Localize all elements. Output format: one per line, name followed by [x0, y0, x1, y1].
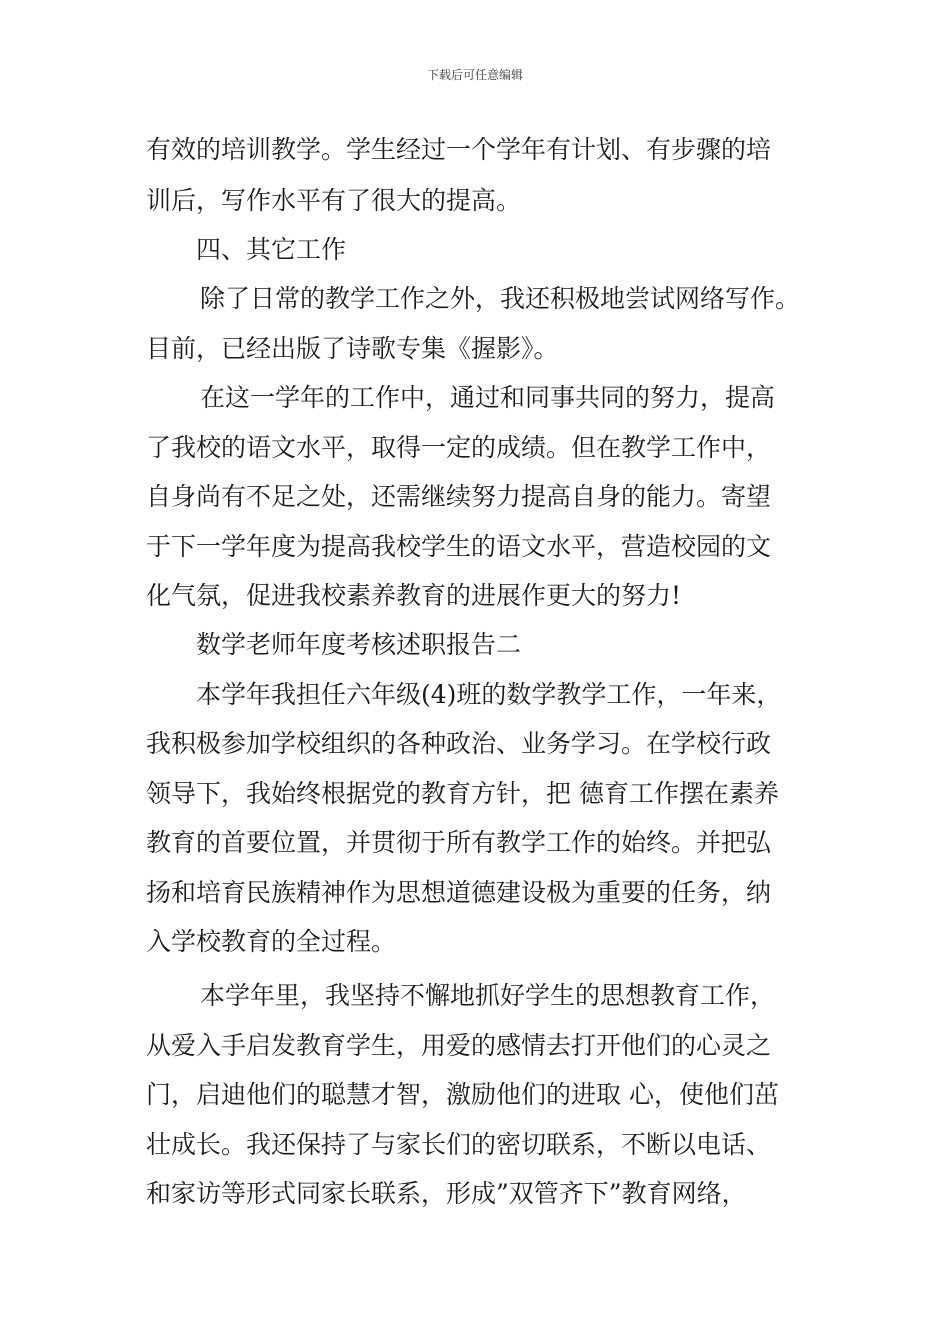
body-line: 自身尚有不足之处，还需继续努力提高自身的能力。寄望: [146, 482, 772, 511]
body-line: 在这一学年的工作中，通过和同事共同的努力，提高: [200, 383, 776, 412]
body-line: 本学年里，我坚持不懈地抓好学生的思想教育工作，: [200, 981, 776, 1010]
body-line: 本学年我担任六年级(4)班的数学教学工作，一年来，: [196, 680, 782, 709]
body-line: 于下一学年度为提高我校学生的语文水平，营造校园的文: [146, 532, 772, 561]
body-line: 化气氛，促进我校素养教育的进展作更大的努力!: [146, 581, 682, 610]
body-line: 教育的首要位置，并贯彻于所有教学工作的始终。并把弘: [146, 828, 772, 857]
body-line: 有效的培训教学。学生经过一个学年有计划、有步骤的培: [146, 135, 772, 164]
body-line: 和家访等形式同家长联系，形成”双管齐下”教育网络，: [146, 1179, 747, 1208]
body-line: 除了日常的教学工作之外，我还积极地尝试网络写作。: [200, 284, 801, 313]
section-heading: 四、其它工作: [196, 235, 347, 264]
body-line: 领导下，我始终根据党的教育方针，把 德育工作摆在素养: [146, 779, 779, 808]
section-heading: 数学老师年度考核述职报告二: [196, 630, 522, 659]
body-line: 入学校教育的全过程。: [146, 927, 397, 956]
body-line: 目前，已经出版了诗歌专集《握影》。: [146, 334, 559, 363]
body-line: 了我校的语文水平，取得一定的成绩。但在教学工作中，: [146, 433, 772, 462]
body-line: 扬和培育民族精神作为思想道德建设极为重要的任务，纳: [146, 878, 772, 907]
body-line: 从爱入手启发教育学生，用爱的感情去打开他们的心灵之: [146, 1031, 772, 1060]
body-line: 训后，写作水平有了很大的提高。: [146, 186, 522, 215]
body-line: 门，启迪他们的聪慧才智，激励他们的进取 心，使他们茁: [146, 1080, 779, 1109]
body-line: 壮成长。我还保持了与家长们的密切联系，不断以电话、: [146, 1130, 772, 1159]
body-line: 我积极参加学校组织的各种政治、业务学习。在学校行政: [146, 729, 772, 758]
page-header: 下载后可任意编辑: [426, 68, 523, 82]
